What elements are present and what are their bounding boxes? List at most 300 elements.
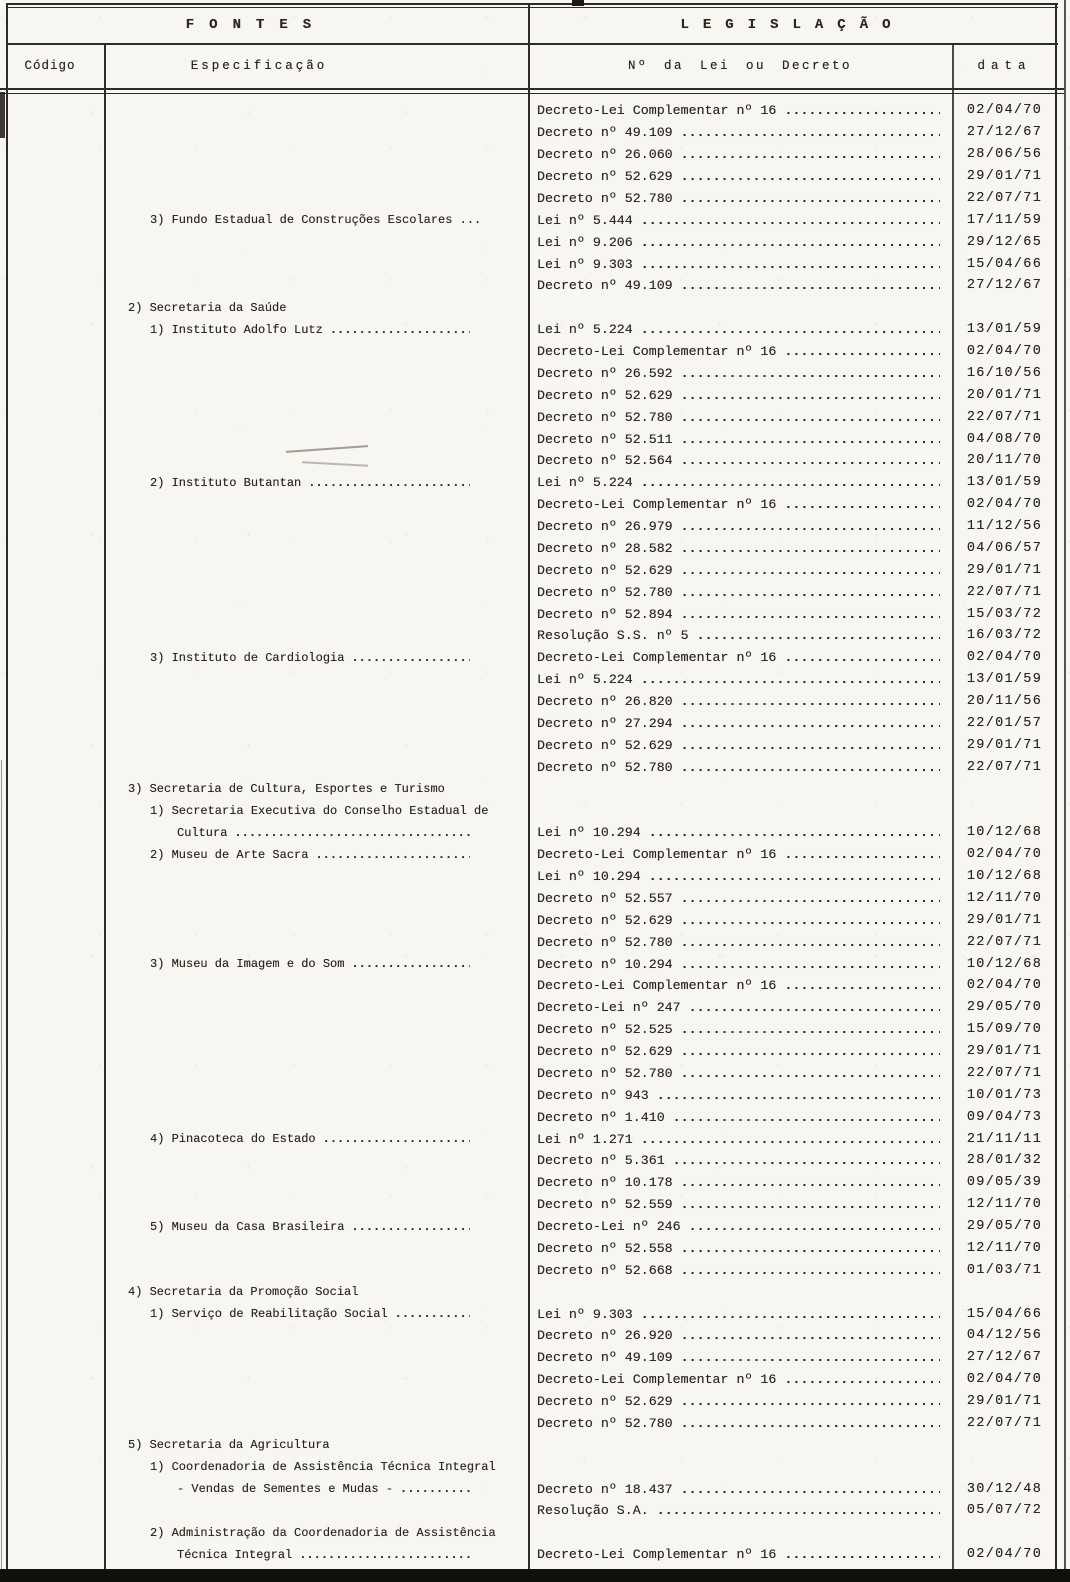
lei-label: Decreto nº 52.629 <box>537 562 673 578</box>
header-codigo: Código <box>24 59 76 73</box>
lei-label: Decreto-Lei nº 246 <box>537 1219 681 1235</box>
table-row <box>0 122 1070 144</box>
dot-leader <box>681 1175 940 1190</box>
espec-label: 4) Secretaria da Promoção Social <box>128 1285 359 1300</box>
dot-leader <box>681 191 940 206</box>
table-row <box>0 209 1070 231</box>
lei-label: Lei nº 9.303 <box>537 1306 633 1322</box>
date-cell: 22/01/57 <box>966 715 1043 731</box>
dot-leader <box>641 213 940 228</box>
espec-cell <box>104 213 528 227</box>
dot-leader <box>400 1482 470 1496</box>
dot-leader <box>681 1350 940 1365</box>
lei-cell <box>528 541 952 556</box>
date-cell: 20/11/70 <box>966 453 1043 469</box>
table-row <box>0 1456 1070 1478</box>
dot-leader <box>649 869 940 884</box>
dot-leader <box>681 410 940 425</box>
border-top-inner <box>6 7 1058 8</box>
dot-leader <box>681 1394 940 1409</box>
lei-cell <box>528 1328 952 1343</box>
date-cell: 27/12/67 <box>966 1350 1043 1366</box>
date-cell: 10/12/68 <box>966 825 1043 841</box>
lei-cell <box>528 760 952 775</box>
table-row <box>0 953 1070 975</box>
lei-cell <box>528 344 952 359</box>
table-row <box>0 625 1070 647</box>
lei-cell <box>528 1000 952 1015</box>
lei-cell <box>528 191 952 206</box>
table-row <box>0 997 1070 1019</box>
lei-cell <box>528 1132 952 1147</box>
date-cell: 22/07/71 <box>966 584 1043 600</box>
table-row <box>0 297 1070 319</box>
lei-label: Decreto nº 49.109 <box>537 1350 673 1366</box>
espec-label: 1) Secretaria Executiva do Conselho Estadual de <box>150 803 489 818</box>
dot-leader <box>697 628 940 643</box>
lei-label: Decreto nº 52.629 <box>537 1044 673 1060</box>
column-divider-codigo <box>104 43 106 1569</box>
header-bottom-line-1 <box>0 88 1064 90</box>
lei-label: Decreto nº 52.780 <box>537 190 673 206</box>
lei-cell <box>528 125 952 140</box>
espec-cell <box>104 651 528 665</box>
date-cell: 13/01/59 <box>966 672 1043 688</box>
lei-label: Lei nº 1.271 <box>537 1131 633 1147</box>
lei-label: Decreto nº 52.559 <box>537 1197 673 1213</box>
table-row <box>0 691 1070 713</box>
table-row <box>0 363 1070 385</box>
dot-leader <box>784 847 940 862</box>
dot-leader <box>784 1547 940 1562</box>
espec-label: 2) Instituto Butantan <box>150 475 302 490</box>
lei-cell <box>528 1482 952 1497</box>
border-right-inner <box>1055 3 1057 1569</box>
header-lei-ou-decreto: Nº da Lei ou Decreto <box>627 59 853 73</box>
espec-label: 1) Coordenadoria de Assistência Técnica Integral <box>150 1460 496 1475</box>
date-cell: 02/04/70 <box>966 650 1043 666</box>
lei-cell <box>528 1372 952 1387</box>
lei-label: Decreto nº 52.894 <box>537 606 673 622</box>
dot-leader <box>681 585 940 600</box>
date-cell: 10/12/68 <box>966 869 1043 885</box>
header-legislacao: LEGISLAÇÃO <box>680 17 905 33</box>
lei-cell <box>528 825 952 840</box>
espec-cell <box>104 848 528 862</box>
lei-cell <box>528 1241 952 1256</box>
table-row <box>0 1369 1070 1391</box>
lei-cell <box>528 1547 952 1562</box>
lei-cell <box>528 410 952 425</box>
lei-label: Decreto nº 28.582 <box>537 540 673 556</box>
dot-leader <box>315 848 470 862</box>
table-row <box>0 1238 1070 1260</box>
date-cell: 16/10/56 <box>966 365 1043 381</box>
lei-cell <box>528 672 952 687</box>
dot-leader <box>681 366 940 381</box>
lei-cell <box>528 278 952 293</box>
lei-cell <box>528 475 952 490</box>
lei-cell <box>528 1197 952 1212</box>
espec-label: 2) Secretaria da Saúde <box>128 300 287 315</box>
date-cell: 22/07/71 <box>966 1065 1043 1081</box>
lei-label: Decreto nº 10.294 <box>537 956 673 972</box>
lei-label: Decreto-Lei nº 247 <box>537 1000 681 1016</box>
lei-label: Decreto nº 52.780 <box>537 759 673 775</box>
dot-leader <box>681 738 940 753</box>
lei-label: Decreto-Lei Complementar nº 16 <box>537 497 777 513</box>
lei-cell <box>528 716 952 731</box>
lei-label: Decreto nº 26.060 <box>537 147 673 163</box>
espec-label: 3) Secretaria de Cultura, Esportes e Turismo <box>128 782 445 797</box>
date-cell: 29/01/71 <box>966 169 1043 185</box>
espec-cell <box>104 301 528 315</box>
dot-leader <box>641 1132 940 1147</box>
dot-leader <box>681 1066 940 1081</box>
lei-label: Decreto-Lei Complementar nº 16 <box>537 1372 777 1388</box>
espec-cell <box>104 1548 528 1562</box>
table-row <box>0 559 1070 581</box>
dot-leader <box>784 103 940 118</box>
lei-cell <box>528 628 952 643</box>
header-bottom-line-2 <box>0 93 1064 94</box>
lei-cell <box>528 913 952 928</box>
espec-cell <box>104 826 528 840</box>
espec-label: - Vendas de Sementes e Mudas - <box>177 1482 394 1497</box>
table-row <box>0 1128 1070 1150</box>
table-row <box>0 516 1070 538</box>
table-row <box>0 253 1070 275</box>
espec-cell <box>104 476 528 490</box>
dot-leader <box>681 607 940 622</box>
dot-leader <box>395 1307 470 1321</box>
date-cell: 22/07/71 <box>966 1415 1043 1431</box>
dot-leader <box>641 672 940 687</box>
scan-blob-top-edge <box>572 0 584 6</box>
lei-cell <box>528 453 952 468</box>
dot-leader <box>299 1548 470 1562</box>
date-cell: 12/11/70 <box>966 890 1043 906</box>
lei-label: Decreto nº 52.557 <box>537 890 673 906</box>
table-row <box>0 756 1070 778</box>
table-row <box>0 1500 1070 1522</box>
lei-label: Decreto nº 52.780 <box>537 1415 673 1431</box>
lei-label: Decreto-Lei Complementar nº 16 <box>537 1547 777 1563</box>
date-cell: 13/01/59 <box>966 475 1043 491</box>
border-right-outer <box>1064 0 1066 1582</box>
espec-label: 2) Administração da Coordenadoria de Assistência <box>150 1525 496 1540</box>
lei-cell <box>528 432 952 447</box>
bottom-scan-bar <box>0 1569 1070 1582</box>
table-row <box>0 647 1070 669</box>
lei-label: Decreto-Lei Complementar nº 16 <box>537 103 777 119</box>
espec-cell <box>104 1307 528 1321</box>
dot-leader <box>681 1197 940 1212</box>
table-row <box>0 800 1070 822</box>
date-cell: 15/04/66 <box>966 256 1043 272</box>
date-cell: 17/11/59 <box>966 212 1043 228</box>
date-cell: 28/01/32 <box>966 1153 1043 1169</box>
table-row <box>0 822 1070 844</box>
dot-leader <box>681 1044 940 1059</box>
date-cell: 21/11/11 <box>966 1131 1043 1147</box>
table-row <box>0 1084 1070 1106</box>
table-row <box>0 1281 1070 1303</box>
espec-cell <box>104 1482 528 1496</box>
dot-leader <box>673 1153 940 1168</box>
dot-leader <box>657 1503 940 1518</box>
dot-leader <box>649 825 940 840</box>
table-row <box>0 844 1070 866</box>
lei-label: Decreto-Lei Complementar nº 16 <box>537 344 777 360</box>
lei-label: Lei nº 5.444 <box>537 212 633 228</box>
lei-cell <box>528 147 952 162</box>
lei-label: Decreto nº 52.629 <box>537 912 673 928</box>
date-cell: 02/04/70 <box>966 1372 1043 1388</box>
lei-label: Decreto nº 52.629 <box>537 1394 673 1410</box>
dot-leader <box>681 716 940 731</box>
table-row <box>0 1216 1070 1238</box>
dot-leader <box>681 541 940 556</box>
lei-cell <box>528 1088 952 1103</box>
espec-cell <box>104 804 528 818</box>
espec-cell <box>104 782 528 796</box>
date-cell: 27/12/67 <box>966 278 1043 294</box>
dot-leader <box>234 826 470 840</box>
table-row <box>0 1434 1070 1456</box>
lei-cell <box>528 257 952 272</box>
date-cell: 20/01/71 <box>966 387 1043 403</box>
lei-label: Lei nº 9.206 <box>537 234 633 250</box>
table-row <box>0 231 1070 253</box>
dot-leader <box>641 257 940 272</box>
table-row <box>0 428 1070 450</box>
table-row <box>0 1019 1070 1041</box>
espec-label: 1) Instituto Adolfo Lutz <box>150 322 323 337</box>
espec-cell <box>104 1526 528 1540</box>
dot-leader <box>681 1263 940 1278</box>
table-row <box>0 1325 1070 1347</box>
lei-label: Decreto nº 52.629 <box>537 737 673 753</box>
date-cell: 30/12/48 <box>966 1481 1043 1497</box>
lei-label: Lei nº 9.303 <box>537 256 633 272</box>
table-row <box>0 1391 1070 1413</box>
table-row <box>0 888 1070 910</box>
espec-label: 3) Museu da Imagem e do Som <box>150 957 345 972</box>
table-row <box>0 538 1070 560</box>
lei-label: Decreto-Lei Complementar nº 16 <box>537 650 777 666</box>
date-cell: 22/07/71 <box>966 934 1043 950</box>
espec-cell <box>104 1438 528 1452</box>
lei-label: Decreto nº 5.361 <box>537 1153 665 1169</box>
dot-leader <box>681 891 940 906</box>
lei-label: Decreto-Lei Complementar nº 16 <box>537 847 777 863</box>
lei-label: Decreto nº 52.780 <box>537 934 673 950</box>
date-cell: 12/11/70 <box>966 1240 1043 1256</box>
lei-cell <box>528 1307 952 1322</box>
espec-label: 4) Pinacoteca do Estado <box>150 1132 316 1147</box>
table-row <box>0 1041 1070 1063</box>
dot-leader <box>641 322 940 337</box>
dot-leader <box>784 650 940 665</box>
date-cell: 09/05/39 <box>966 1175 1043 1191</box>
lei-cell <box>528 891 952 906</box>
espec-cell <box>104 1460 528 1474</box>
espec-label: 5) Secretaria da Agricultura <box>128 1438 330 1453</box>
table-row <box>0 581 1070 603</box>
date-cell: 15/04/66 <box>966 1306 1043 1322</box>
lei-label: Decreto nº 1.410 <box>537 1109 665 1125</box>
espec-cell <box>104 957 528 971</box>
lei-label: Decreto nº 49.109 <box>537 278 673 294</box>
espec-label: Técnica Integral <box>177 1547 293 1562</box>
header-fontes: FONTES <box>185 17 327 33</box>
dot-leader <box>681 1022 940 1037</box>
lei-label: Decreto nº 52.525 <box>537 1022 673 1038</box>
table-body <box>0 100 1070 1566</box>
dot-leader <box>323 1132 470 1146</box>
dot-leader <box>681 1482 940 1497</box>
table-row <box>0 1259 1070 1281</box>
lei-label: Resolução S.A. <box>537 1503 649 1519</box>
dot-leader <box>351 651 470 665</box>
date-cell: 28/06/56 <box>966 147 1043 163</box>
table-row <box>0 734 1070 756</box>
dot-leader <box>784 497 940 512</box>
dot-leader <box>681 1328 940 1343</box>
dot-leader <box>681 147 940 162</box>
table-row <box>0 1106 1070 1128</box>
table-row <box>0 1522 1070 1544</box>
dot-leader <box>681 388 940 403</box>
date-cell: 04/08/70 <box>966 431 1043 447</box>
table-row <box>0 450 1070 472</box>
dot-leader <box>308 476 470 490</box>
date-cell: 22/07/71 <box>966 190 1043 206</box>
lei-cell <box>528 563 952 578</box>
espec-cell <box>104 1132 528 1146</box>
espec-cell <box>104 1285 528 1299</box>
dot-leader <box>681 125 940 140</box>
date-cell: 02/04/70 <box>966 1547 1043 1563</box>
lei-cell <box>528 497 952 512</box>
lei-cell <box>528 235 952 250</box>
dot-leader <box>689 1000 940 1015</box>
lei-cell <box>528 1350 952 1365</box>
table-row <box>0 778 1070 800</box>
border-top-outer <box>6 3 1058 5</box>
dot-leader <box>673 1110 940 1125</box>
table-row <box>0 1347 1070 1369</box>
lei-cell <box>528 694 952 709</box>
lei-label: Decreto nº 52.780 <box>537 584 673 600</box>
date-cell: 09/04/73 <box>966 1109 1043 1125</box>
lei-cell <box>528 519 952 534</box>
table-row <box>0 166 1070 188</box>
header-data: data <box>977 59 1032 73</box>
dot-leader <box>784 1372 940 1387</box>
espec-label: Cultura <box>177 825 228 840</box>
lei-label: Lei nº 10.294 <box>537 869 641 885</box>
date-cell: 15/03/72 <box>966 606 1043 622</box>
table-row <box>0 1544 1070 1566</box>
date-cell: 29/01/71 <box>966 912 1043 928</box>
lei-cell <box>528 935 952 950</box>
dot-leader <box>657 1088 940 1103</box>
lei-cell <box>528 1066 952 1081</box>
lei-cell <box>528 213 952 228</box>
lei-cell <box>528 650 952 665</box>
lei-label: Lei nº 5.224 <box>537 672 633 688</box>
lei-cell <box>528 1263 952 1278</box>
espec-cell <box>104 1220 528 1234</box>
table-row <box>0 275 1070 297</box>
date-cell: 27/12/67 <box>966 125 1043 141</box>
table-row <box>0 1194 1070 1216</box>
lei-cell <box>528 978 952 993</box>
table-row <box>0 384 1070 406</box>
dot-leader <box>689 1219 940 1234</box>
dot-leader <box>681 913 940 928</box>
lei-label: Lei nº 5.224 <box>537 322 633 338</box>
dot-leader <box>681 935 940 950</box>
table-row <box>0 188 1070 210</box>
dot-leader <box>681 760 940 775</box>
scan-streak-left-edge <box>1 760 2 1570</box>
lei-cell <box>528 1503 952 1518</box>
dot-leader <box>641 1307 940 1322</box>
dot-leader <box>641 475 940 490</box>
date-cell: 29/01/71 <box>966 737 1043 753</box>
lei-label: Decreto nº 52.511 <box>537 431 673 447</box>
date-cell: 29/05/70 <box>966 1219 1043 1235</box>
header-row-divider <box>6 43 1058 45</box>
table-row <box>0 406 1070 428</box>
date-cell: 20/11/56 <box>966 694 1043 710</box>
lei-label: Decreto nº 52.629 <box>537 169 673 185</box>
date-cell: 22/07/71 <box>966 409 1043 425</box>
lei-cell <box>528 388 952 403</box>
table-row <box>0 1303 1070 1325</box>
dot-leader <box>351 1220 470 1234</box>
date-cell: 02/04/70 <box>966 978 1043 994</box>
lei-label: Decreto nº 52.668 <box>537 1262 673 1278</box>
lei-label: Decreto nº 52.564 <box>537 453 673 469</box>
table-row <box>0 975 1070 997</box>
date-cell: 29/01/71 <box>966 562 1043 578</box>
table-row <box>0 144 1070 166</box>
scan-blob-left-edge <box>0 92 5 138</box>
table-row <box>0 100 1070 122</box>
lei-cell <box>528 169 952 184</box>
date-cell: 29/01/71 <box>966 1044 1043 1060</box>
date-cell: 10/01/73 <box>966 1087 1043 1103</box>
table-row <box>0 1413 1070 1435</box>
dot-leader <box>681 278 940 293</box>
dot-leader <box>784 978 940 993</box>
lei-label: Decreto nº 18.437 <box>537 1481 673 1497</box>
lei-cell <box>528 1044 952 1059</box>
date-cell: 05/07/72 <box>966 1503 1043 1519</box>
lei-label: Resolução S.S. nº 5 <box>537 628 689 644</box>
lei-label: Lei nº 10.294 <box>537 825 641 841</box>
dot-leader <box>784 344 940 359</box>
lei-cell <box>528 1219 952 1234</box>
lei-label: Decreto nº 26.920 <box>537 1328 673 1344</box>
table-row <box>0 603 1070 625</box>
espec-label: 3) Fundo Estadual de Construções Escolares ... <box>150 213 482 228</box>
lei-label: Lei nº 5.224 <box>537 475 633 491</box>
